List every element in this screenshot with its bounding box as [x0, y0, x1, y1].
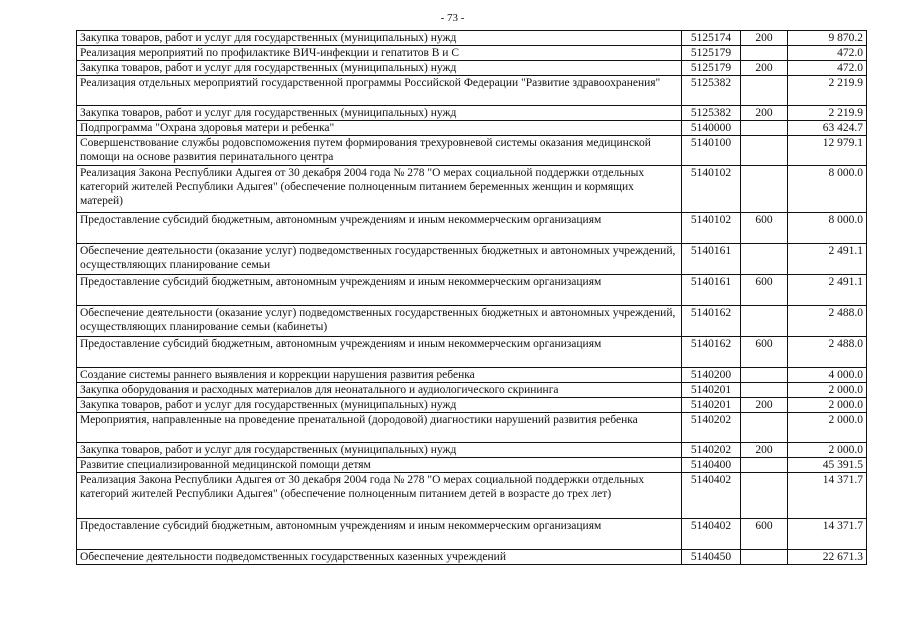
row-amount: 9 870.2: [788, 31, 867, 46]
table-row: [77, 368, 867, 383]
row-expense-type: 600: [741, 337, 788, 368]
row-amount: 472.0: [788, 46, 867, 61]
row-amount: 2 000.0: [788, 398, 867, 413]
row-amount: 63 424.7: [788, 121, 867, 136]
row-amount: 2 000.0: [788, 413, 867, 443]
row-expense-type: [741, 550, 788, 565]
table-row: [77, 166, 867, 213]
row-expense-type: 600: [741, 213, 788, 244]
row-code: 5140201: [682, 383, 741, 398]
row-code: 5140202: [682, 443, 741, 458]
row-expense-type: [741, 46, 788, 61]
table-row: [77, 519, 867, 550]
row-code: 5140000: [682, 121, 741, 136]
row-expense-type: [741, 368, 788, 383]
table-row: [77, 458, 867, 473]
row-code: 5140102: [682, 213, 741, 244]
row-expense-type: [741, 136, 788, 166]
row-name: Обеспечение деятельности (оказание услуг) подведомственных государственных бюджетных и автономных учреждений, осуществляющих планирование семьи (кабинеты): [77, 306, 682, 337]
row-name: Предоставление субсидий бюджетным, автономным учреждениям и иным некоммерческим организациям: [77, 337, 682, 368]
table-row: [77, 46, 867, 61]
table-row: [77, 383, 867, 398]
row-expense-type: 200: [741, 61, 788, 76]
row-expense-type: 600: [741, 519, 788, 550]
row-code: 5125174: [682, 31, 741, 46]
row-code: 5140102: [682, 166, 741, 213]
row-code: 5140402: [682, 473, 741, 519]
row-amount: 2 491.1: [788, 275, 867, 306]
row-expense-type: [741, 306, 788, 337]
row-code: 5140161: [682, 244, 741, 275]
table-row: [77, 121, 867, 136]
table-body: [77, 31, 867, 565]
row-code: 5125382: [682, 76, 741, 106]
row-code: 5125179: [682, 61, 741, 76]
row-name: Предоставление субсидий бюджетным, автономным учреждениям и иным некоммерческим организациям: [77, 275, 682, 306]
row-name: Создание системы раннего выявления и коррекции нарушения развития ребенка: [77, 368, 682, 383]
table-row: [77, 76, 867, 106]
row-name: Совершенствование службы родовспоможения путем формирования трехуровневой системы оказания медицинской помощи на основе развития перинатального центра: [77, 136, 682, 166]
table-row: [77, 398, 867, 413]
row-amount: 2 488.0: [788, 306, 867, 337]
row-name: Предоставление субсидий бюджетным, автономным учреждениям и иным некоммерческим организациям: [77, 213, 682, 244]
row-amount: 2 000.0: [788, 443, 867, 458]
row-code: 5140450: [682, 550, 741, 565]
table-row: [77, 136, 867, 166]
row-amount: 2 488.0: [788, 337, 867, 368]
row-name: Закупка товаров, работ и услуг для государственных (муниципальных) нужд: [77, 398, 682, 413]
table-row: [77, 550, 867, 565]
row-expense-type: [741, 76, 788, 106]
row-expense-type: [741, 383, 788, 398]
row-expense-type: 200: [741, 31, 788, 46]
row-code: 5140201: [682, 398, 741, 413]
row-name: Реализация Закона Республики Адыгея от 30 декабря 2004 года № 278 "О мерах социальной поддержки отдельных категорий жителей Республики Адыгея" (обеспечение полноценным питанием беременных женщин и кормящих матерей): [77, 166, 682, 213]
row-code: 5140162: [682, 337, 741, 368]
row-name: Закупка товаров, работ и услуг для государственных (муниципальных) нужд: [77, 106, 682, 121]
row-name: Реализация Закона Республики Адыгея от 30 декабря 2004 года № 278 "О мерах социальной поддержки отдельных категорий жителей Республики Адыгея" (обеспечение полноценным питанием детей в возрасте до трех лет): [77, 473, 682, 519]
table-row: [77, 31, 867, 46]
table-row: [77, 244, 867, 275]
row-amount: 12 979.1: [788, 136, 867, 166]
row-name: Закупка оборудования и расходных материалов для неонатального и аудиологического скрининга: [77, 383, 682, 398]
row-amount: 22 671.3: [788, 550, 867, 565]
page-number: - 73 -: [440, 12, 465, 24]
row-code: 5125179: [682, 46, 741, 61]
row-expense-type: [741, 244, 788, 275]
row-code: 5140200: [682, 368, 741, 383]
row-name: Реализация мероприятий по профилактике ВИЧ-инфекции и гепатитов В и С: [77, 46, 682, 61]
table-row: [77, 306, 867, 337]
row-name: Обеспечение деятельности (оказание услуг) подведомственных государственных бюджетных и автономных учреждений, осуществляющих планирование семьи: [77, 244, 682, 275]
row-code: 5125382: [682, 106, 741, 121]
row-expense-type: 600: [741, 275, 788, 306]
row-amount: 14 371.7: [788, 519, 867, 550]
table-row: [77, 275, 867, 306]
table-row: [77, 213, 867, 244]
row-amount: 2 219.9: [788, 106, 867, 121]
row-amount: 8 000.0: [788, 166, 867, 213]
row-amount: 4 000.0: [788, 368, 867, 383]
row-expense-type: [741, 458, 788, 473]
table-row: [77, 413, 867, 443]
row-expense-type: [741, 413, 788, 443]
row-amount: 472.0: [788, 61, 867, 76]
row-name: Закупка товаров, работ и услуг для государственных (муниципальных) нужд: [77, 31, 682, 46]
row-name: Предоставление субсидий бюджетным, автономным учреждениям и иным некоммерческим организациям: [77, 519, 682, 550]
row-code: 5140162: [682, 306, 741, 337]
budget-table: [76, 30, 867, 565]
row-name: Обеспечение деятельности подведомственных государственных казенных учреждений: [77, 550, 682, 565]
row-name: Закупка товаров, работ и услуг для государственных (муниципальных) нужд: [77, 61, 682, 76]
table-row: [77, 473, 867, 519]
row-expense-type: [741, 121, 788, 136]
row-code: 5140402: [682, 519, 741, 550]
row-name: Мероприятия, направленные на проведение пренатальной (дородовой) диагностики нарушений развития ребенка: [77, 413, 682, 443]
row-name: Закупка товаров, работ и услуг для государственных (муниципальных) нужд: [77, 443, 682, 458]
row-amount: 2 491.1: [788, 244, 867, 275]
row-amount: 2 000.0: [788, 383, 867, 398]
row-amount: 8 000.0: [788, 213, 867, 244]
row-code: 5140100: [682, 136, 741, 166]
table-row: [77, 443, 867, 458]
row-name: Реализация отдельных мероприятий государственной программы Российской Федерации "Развитие здравоохранения": [77, 76, 682, 106]
row-expense-type: 200: [741, 443, 788, 458]
row-code: 5140400: [682, 458, 741, 473]
row-amount: 14 371.7: [788, 473, 867, 519]
table-row: [77, 106, 867, 121]
row-code: 5140161: [682, 275, 741, 306]
row-amount: 2 219.9: [788, 76, 867, 106]
row-expense-type: [741, 473, 788, 519]
row-name: Подпрограмма "Охрана здоровья матери и ребенка": [77, 121, 682, 136]
row-expense-type: 200: [741, 398, 788, 413]
row-expense-type: [741, 166, 788, 213]
row-name: Развитие специализированной медицинской помощи детям: [77, 458, 682, 473]
table-row: [77, 61, 867, 76]
row-code: 5140202: [682, 413, 741, 443]
row-amount: 45 391.5: [788, 458, 867, 473]
row-expense-type: 200: [741, 106, 788, 121]
table-row: [77, 337, 867, 368]
